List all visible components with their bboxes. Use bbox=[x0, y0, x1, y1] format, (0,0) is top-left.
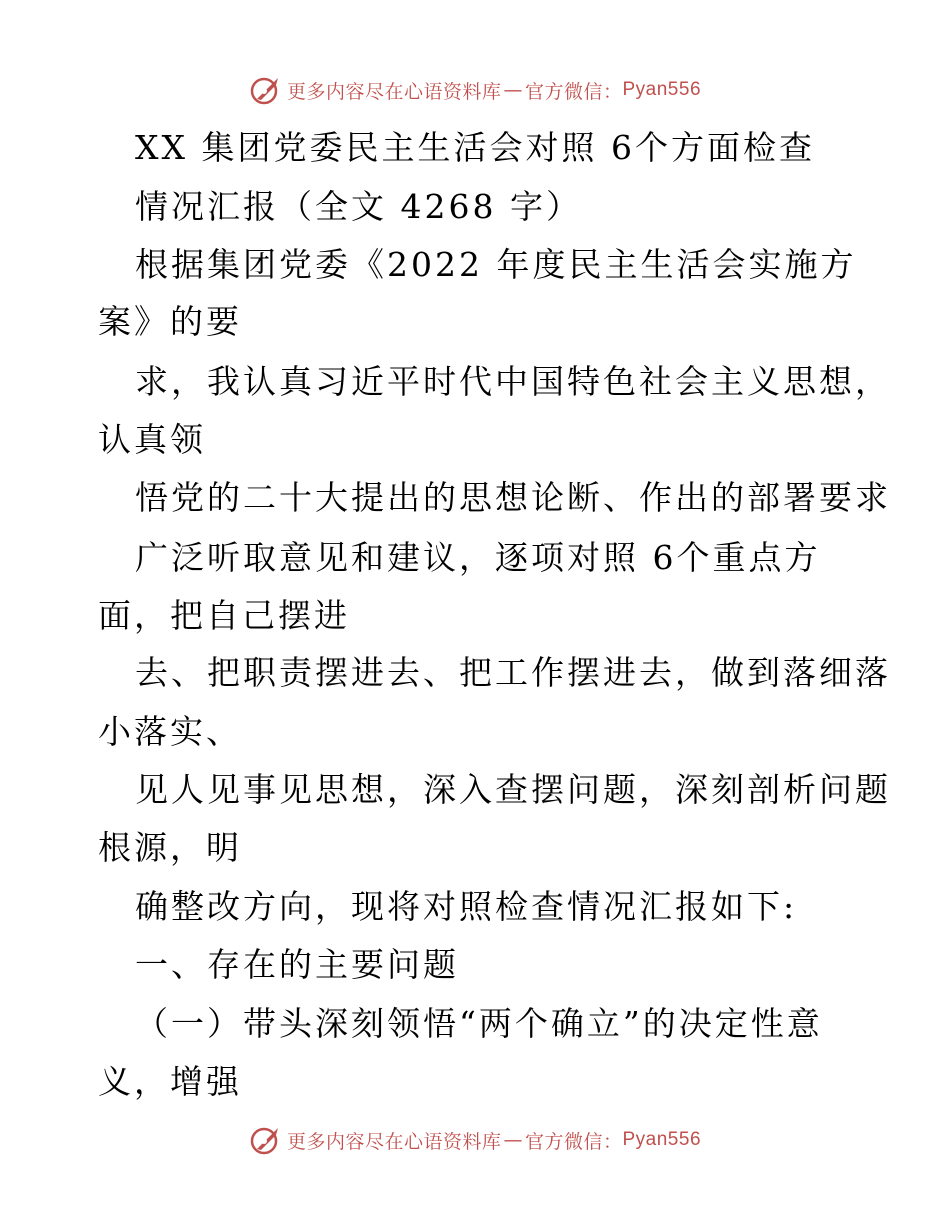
watermark-text: 更多内容尽在心语资料库 bbox=[286, 80, 502, 103]
section-heading: 一、存在的主要问题 bbox=[135, 945, 459, 984]
doc-line: 面，把自己摆进 bbox=[98, 596, 350, 635]
watermark-official: 官方微信： bbox=[524, 80, 623, 103]
doc-title-line-2: 情况汇报（全文 4268 字） bbox=[135, 187, 582, 226]
pen-logo-icon bbox=[249, 1123, 283, 1157]
doc-line: 去、把职责摆进去、把工作摆进去，做到落细落 bbox=[135, 653, 891, 692]
doc-line: 求，我认真习近平时代中国特色社会主义思想， bbox=[135, 362, 891, 401]
doc-line: 见人见事见思想，深入查摆问题，深刻剖析问题 bbox=[135, 770, 891, 809]
watermark-handle: Pyan556 bbox=[622, 1129, 702, 1150]
doc-line: 义，增强 bbox=[98, 1062, 242, 1101]
doc-line: 悟党的二十大提出的思想论断、作出的部署要求 bbox=[135, 478, 891, 517]
watermark-separator: — bbox=[503, 79, 523, 101]
subsection-heading: （一）带头深刻领悟“两个确立”的决定性意 bbox=[135, 1004, 823, 1043]
watermark-handle: Pyan556 bbox=[622, 79, 702, 100]
watermark-separator: — bbox=[503, 1129, 523, 1151]
doc-title-line-1: XX 集团党委民主生活会对照 6个方面检查 bbox=[135, 128, 815, 167]
doc-line: 广泛听取意见和建议，逐项对照 6个重点方 bbox=[135, 538, 821, 577]
doc-line: 根据集团党委《2022 年度民主生活会实施方 bbox=[135, 245, 857, 284]
doc-line: 确整改方向，现将对照检查情况汇报如下: bbox=[135, 887, 798, 926]
watermark-text: 更多内容尽在心语资料库 bbox=[286, 1130, 502, 1153]
watermark-official: 官方微信： bbox=[524, 1130, 623, 1153]
doc-line: 认真领 bbox=[98, 420, 206, 459]
doc-line: 根源，明 bbox=[98, 828, 242, 867]
doc-line: 案》的要 bbox=[98, 302, 242, 341]
doc-line: 小落实、 bbox=[98, 712, 242, 751]
footer-watermark bbox=[0, 1120, 950, 1160]
